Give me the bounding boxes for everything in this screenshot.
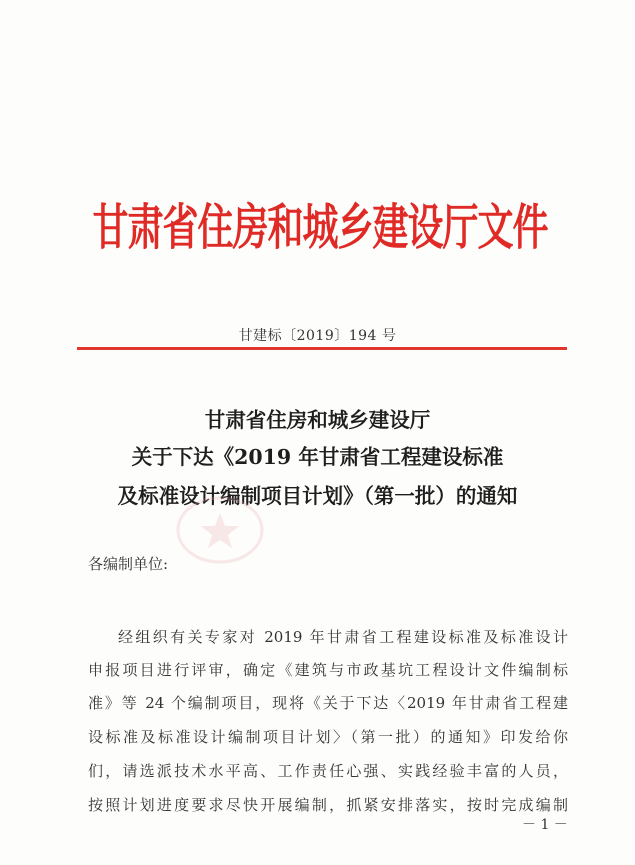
- red-header-title: 甘肃省住房和城乡建设厅文件: [92, 200, 548, 257]
- body-paragraph-line: 按照计划进度要求尽快开展编制，抓紧安排落实，按时完成编制: [88, 796, 568, 814]
- document-number: 甘建标〔2019〕194 号: [238, 328, 397, 344]
- faint-seal-stamp: [175, 495, 265, 565]
- red-divider-line: [77, 347, 567, 350]
- notice-title-line-1: 甘肃省住房和城乡建设厅: [204, 408, 431, 432]
- body-paragraph-line: 们，请选派技术水平高、工作责任心强、实践经验丰富的人员，: [88, 762, 568, 780]
- body-paragraph-line: 准》等 24 个编制项目，现将《关于下达〈2019 年甘肃省工程建: [88, 694, 568, 712]
- salutation: 各编制单位:: [88, 555, 169, 573]
- notice-title-line-3: 及标准设计编制项目计划》（第一批）的通知: [117, 484, 518, 508]
- body-paragraph-line: 申报项目进行评审，确定《建筑与市政基坑工程设计文件编制标: [88, 661, 568, 679]
- page-number: － 1 －: [522, 817, 568, 833]
- notice-title-line-2: 关于下达《2019 年甘肃省工程建设标准: [131, 445, 504, 469]
- body-paragraph-line: 设标准及标准设计编制项目计划〉（第一批）的通知》印发给你: [88, 728, 568, 746]
- body-paragraph-line: 经组织有关专家对 2019 年甘肃省工程建设标准及标准设计: [118, 628, 568, 646]
